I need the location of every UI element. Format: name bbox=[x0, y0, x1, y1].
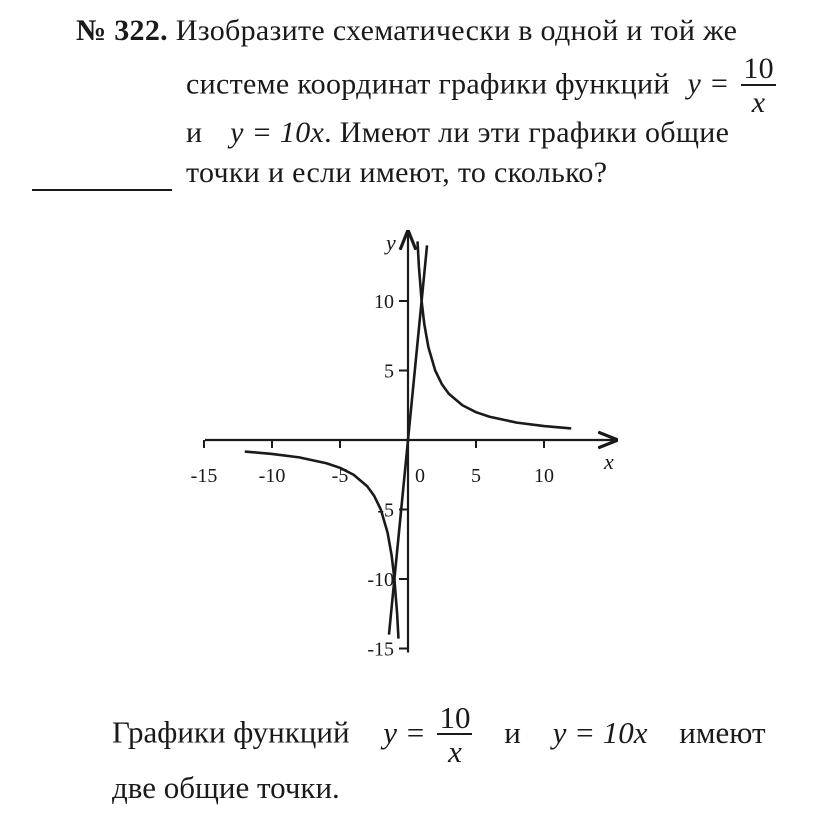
fraction-denominator: x bbox=[751, 86, 766, 119]
answer-fraction bbox=[437, 702, 472, 769]
answer-text-2: имеют bbox=[679, 714, 766, 750]
answer-line-1 bbox=[112, 702, 766, 769]
fraction-numerator: 10 bbox=[743, 52, 774, 85]
answer-formula-lhs: y = bbox=[383, 714, 426, 750]
x-tick-label: 10 bbox=[534, 465, 554, 487]
y-tick-label: -15 bbox=[367, 638, 394, 661]
y-tick-label: 10 bbox=[374, 291, 394, 313]
x-axis-label: x bbox=[604, 449, 614, 474]
answer-line-2 bbox=[112, 770, 340, 806]
problem-text-3: . Имеют ли эти графики общие bbox=[324, 116, 730, 149]
formula-y-lhs: y = bbox=[687, 67, 730, 101]
answer-text-1: Графики функций bbox=[112, 714, 350, 750]
problem-text-and: и bbox=[186, 116, 203, 149]
answer-formula-10x: y = 10x bbox=[552, 714, 648, 750]
answer-text-and: и bbox=[504, 714, 521, 750]
y-tick-label: 5 bbox=[384, 360, 394, 383]
problem-text-1: Изобразите схематически в одной и той же bbox=[175, 14, 738, 47]
problem-number: № 322. bbox=[76, 14, 168, 47]
x-tick-label: -15 bbox=[190, 465, 218, 487]
formula-10x: y = 10x bbox=[230, 116, 325, 149]
y-axis-label: y bbox=[386, 230, 396, 255]
x-tick-label: 5 bbox=[471, 465, 481, 487]
answer-fraction-numerator: 10 bbox=[439, 700, 471, 735]
x-tick-label: -5 bbox=[331, 465, 349, 487]
hyperbola-branch-positive bbox=[418, 241, 572, 428]
x-tick-label: 0 bbox=[415, 465, 425, 487]
answer-text-3: две общие точки. bbox=[112, 770, 340, 805]
problem-text-2: системе координат графики функций bbox=[186, 67, 670, 101]
x-tick-label: -10 bbox=[258, 465, 286, 487]
y-tick-label: -10 bbox=[367, 569, 394, 591]
answer-fraction-denominator: x bbox=[448, 734, 462, 769]
y-tick-label: -5 bbox=[377, 499, 394, 522]
problem-text-4: точки и если имеют, то сколько? bbox=[186, 156, 608, 189]
